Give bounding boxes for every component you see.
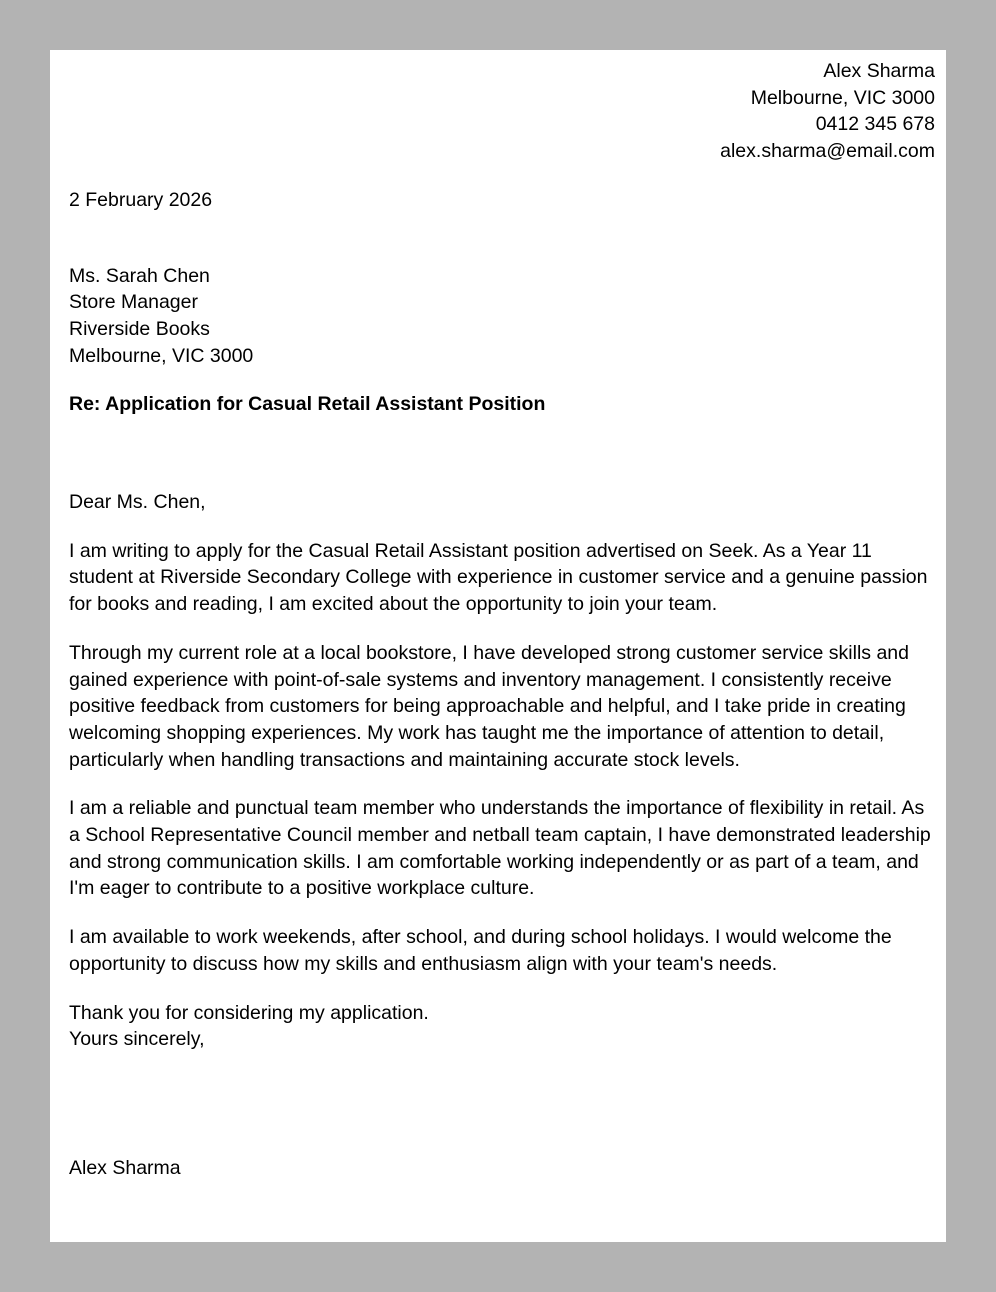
recipient-title: Store Manager [69,291,198,314]
closing-signoff: Yours sincerely, [69,1028,205,1051]
subject-line: Re: Application for Casual Retail Assistant Position [69,393,546,416]
signature-name: Alex Sharma [69,1156,181,1179]
letter-date: 2 February 2026 [69,188,213,211]
sender-location: Melbourne, VIC 3000 [750,86,935,109]
recipient-company: Riverside Books [69,317,210,340]
closing-thanks: Thank you for considering my application. [69,1001,429,1024]
letter-content [69,58,935,1182]
body-paragraph-4: I am available to work weekends, after school, and during school holidays. I would welcome the opportunity to discuss how my skills and enthusiasm align with your team's needs. [69,926,892,975]
recipient-location: Melbourne, VIC 3000 [69,344,254,367]
closing-block [69,1000,935,1053]
body-paragraph-2: Through my current role at a local bookstore, I have developed strong customer service skills and gained experience with point-of-sale systems and inventory management. I consistently receive positive feedback from customers for being approachable and helpful, and I take pride in creating welcoming shopping experiences. My work has taught me the importance of attention to detail, particularly when handling transactions and maintaining accurate stock levels. [69,641,909,771]
sender-email: alex.sharma@email.com [720,140,935,163]
recipient-block [69,263,935,370]
sender-block [69,58,935,165]
salutation: Dear Ms. Chen, [69,491,206,514]
sender-phone: 0412 345 678 [815,113,935,136]
recipient-name: Ms. Sarah Chen [69,264,210,287]
body-paragraph-3: I am a reliable and punctual team member who understands the importance of flexibility in retail. As a School Representative Council member and netball team captain, I have demonstrated leadership and strong communication skills. I am comfortable working independently or as part of a team, and I'm eager to contribute to a positive workplace culture. [69,797,931,900]
letter-page [50,50,946,1242]
body-paragraph-1: I am writing to apply for the Casual Retail Assistant position advertised on Seek. As a Year 11 student at Riverside Secondary College with experience in customer service and a genuine passion for books and reading, I am excited about the opportunity to join your team. [69,539,928,616]
sender-name: Alex Sharma [823,60,935,82]
